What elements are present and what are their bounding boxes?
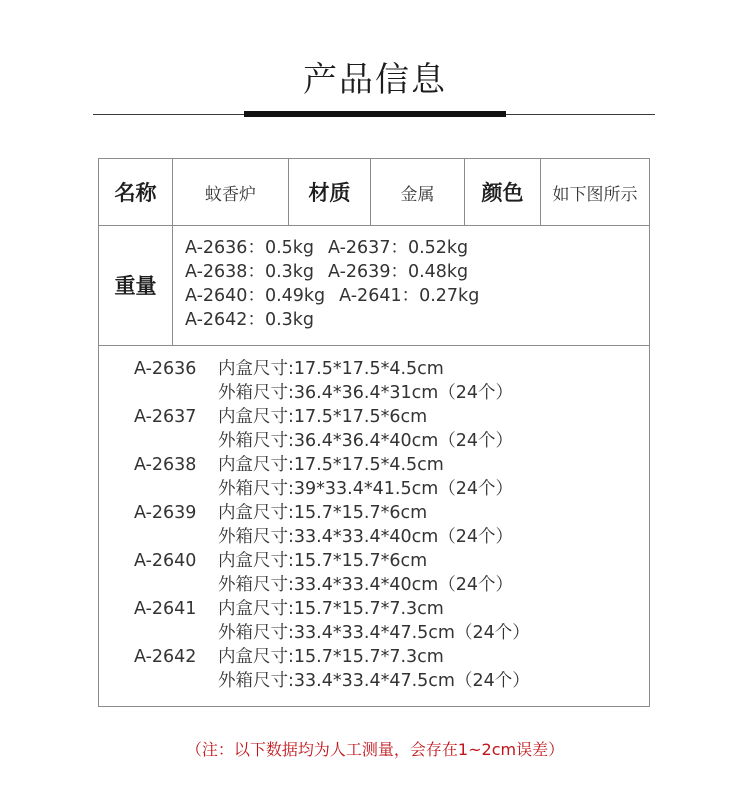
basic-info-row — [99, 159, 649, 226]
model-code: A-2636 — [134, 359, 197, 379]
model-code: A-2640 — [134, 551, 197, 571]
weight-row — [99, 225, 649, 346]
outer-box-size: 外箱尺寸:33.4*33.4*47.5cm（24个） — [218, 623, 530, 643]
name-label: 名称 — [99, 159, 173, 225]
size-row — [134, 477, 634, 501]
weight-line — [185, 284, 640, 308]
model-code: A-2641 — [134, 599, 197, 619]
weight-label: 重量 — [99, 225, 173, 345]
weight-entry: A-2638：0.3kg — [185, 262, 315, 282]
inner-box-size: 内盒尺寸:15.7*15.7*7.3cm — [218, 599, 444, 619]
size-row — [134, 549, 634, 573]
weight-entry: A-2636：0.5kg — [185, 238, 315, 258]
size-row — [134, 429, 634, 453]
inner-box-size: 内盒尺寸:17.5*17.5*4.5cm — [218, 359, 444, 379]
package-size-list — [134, 357, 634, 693]
model-code: A-2638 — [134, 455, 197, 475]
size-row — [134, 525, 634, 549]
weight-list — [185, 236, 640, 332]
weight-entry: A-2639：0.48kg — [328, 262, 469, 282]
model-code: A-2639 — [134, 503, 197, 523]
weight-entry: A-2642：0.3kg — [185, 310, 315, 330]
material-value: 金属 — [371, 159, 465, 225]
inner-box-size: 内盒尺寸:17.5*17.5*6cm — [218, 407, 428, 427]
outer-box-size: 外箱尺寸:36.4*36.4*31cm（24个） — [218, 383, 514, 403]
model-code: A-2637 — [134, 407, 197, 427]
product-info-table — [98, 158, 650, 707]
page-title: 产品信息 — [303, 60, 447, 100]
outer-box-size: 外箱尺寸:36.4*36.4*40cm（24个） — [218, 431, 514, 451]
inner-box-size: 内盒尺寸:17.5*17.5*4.5cm — [218, 455, 444, 475]
measurement-note: （注：以下数据均为人工测量，会存在1~2cm误差） — [185, 740, 565, 759]
size-row — [134, 453, 634, 477]
size-row — [134, 645, 634, 669]
size-row — [134, 405, 634, 429]
weight-entry: A-2641：0.27kg — [339, 286, 480, 306]
material-label: 材质 — [289, 159, 371, 225]
inner-box-size: 内盒尺寸:15.7*15.7*6cm — [218, 503, 428, 523]
color-label: 颜色 — [465, 159, 541, 225]
weight-entry: A-2637：0.52kg — [328, 238, 469, 258]
size-row — [134, 381, 634, 405]
title-underline-bar — [244, 111, 506, 117]
size-row — [134, 621, 634, 645]
model-code: A-2642 — [134, 647, 197, 667]
outer-box-size: 外箱尺寸:33.4*33.4*40cm（24个） — [218, 527, 514, 547]
outer-box-size: 外箱尺寸:33.4*33.4*40cm（24个） — [218, 575, 514, 595]
inner-box-size: 内盒尺寸:15.7*15.7*6cm — [218, 551, 428, 571]
size-row — [134, 597, 634, 621]
size-row — [134, 573, 634, 597]
name-value: 蚊香炉 — [173, 159, 289, 225]
size-row — [134, 669, 634, 693]
weight-line — [185, 236, 640, 260]
weight-line — [185, 260, 640, 284]
weight-line — [185, 308, 640, 332]
size-row — [134, 501, 634, 525]
outer-box-size: 外箱尺寸:39*33.4*41.5cm（24个） — [218, 479, 514, 499]
inner-box-size: 内盒尺寸:15.7*15.7*7.3cm — [218, 647, 444, 667]
weight-entry: A-2640：0.49kg — [185, 286, 326, 306]
size-row — [134, 357, 634, 381]
outer-box-size: 外箱尺寸:33.4*33.4*47.5cm（24个） — [218, 671, 530, 691]
color-value: 如下图所示 — [552, 184, 638, 205]
